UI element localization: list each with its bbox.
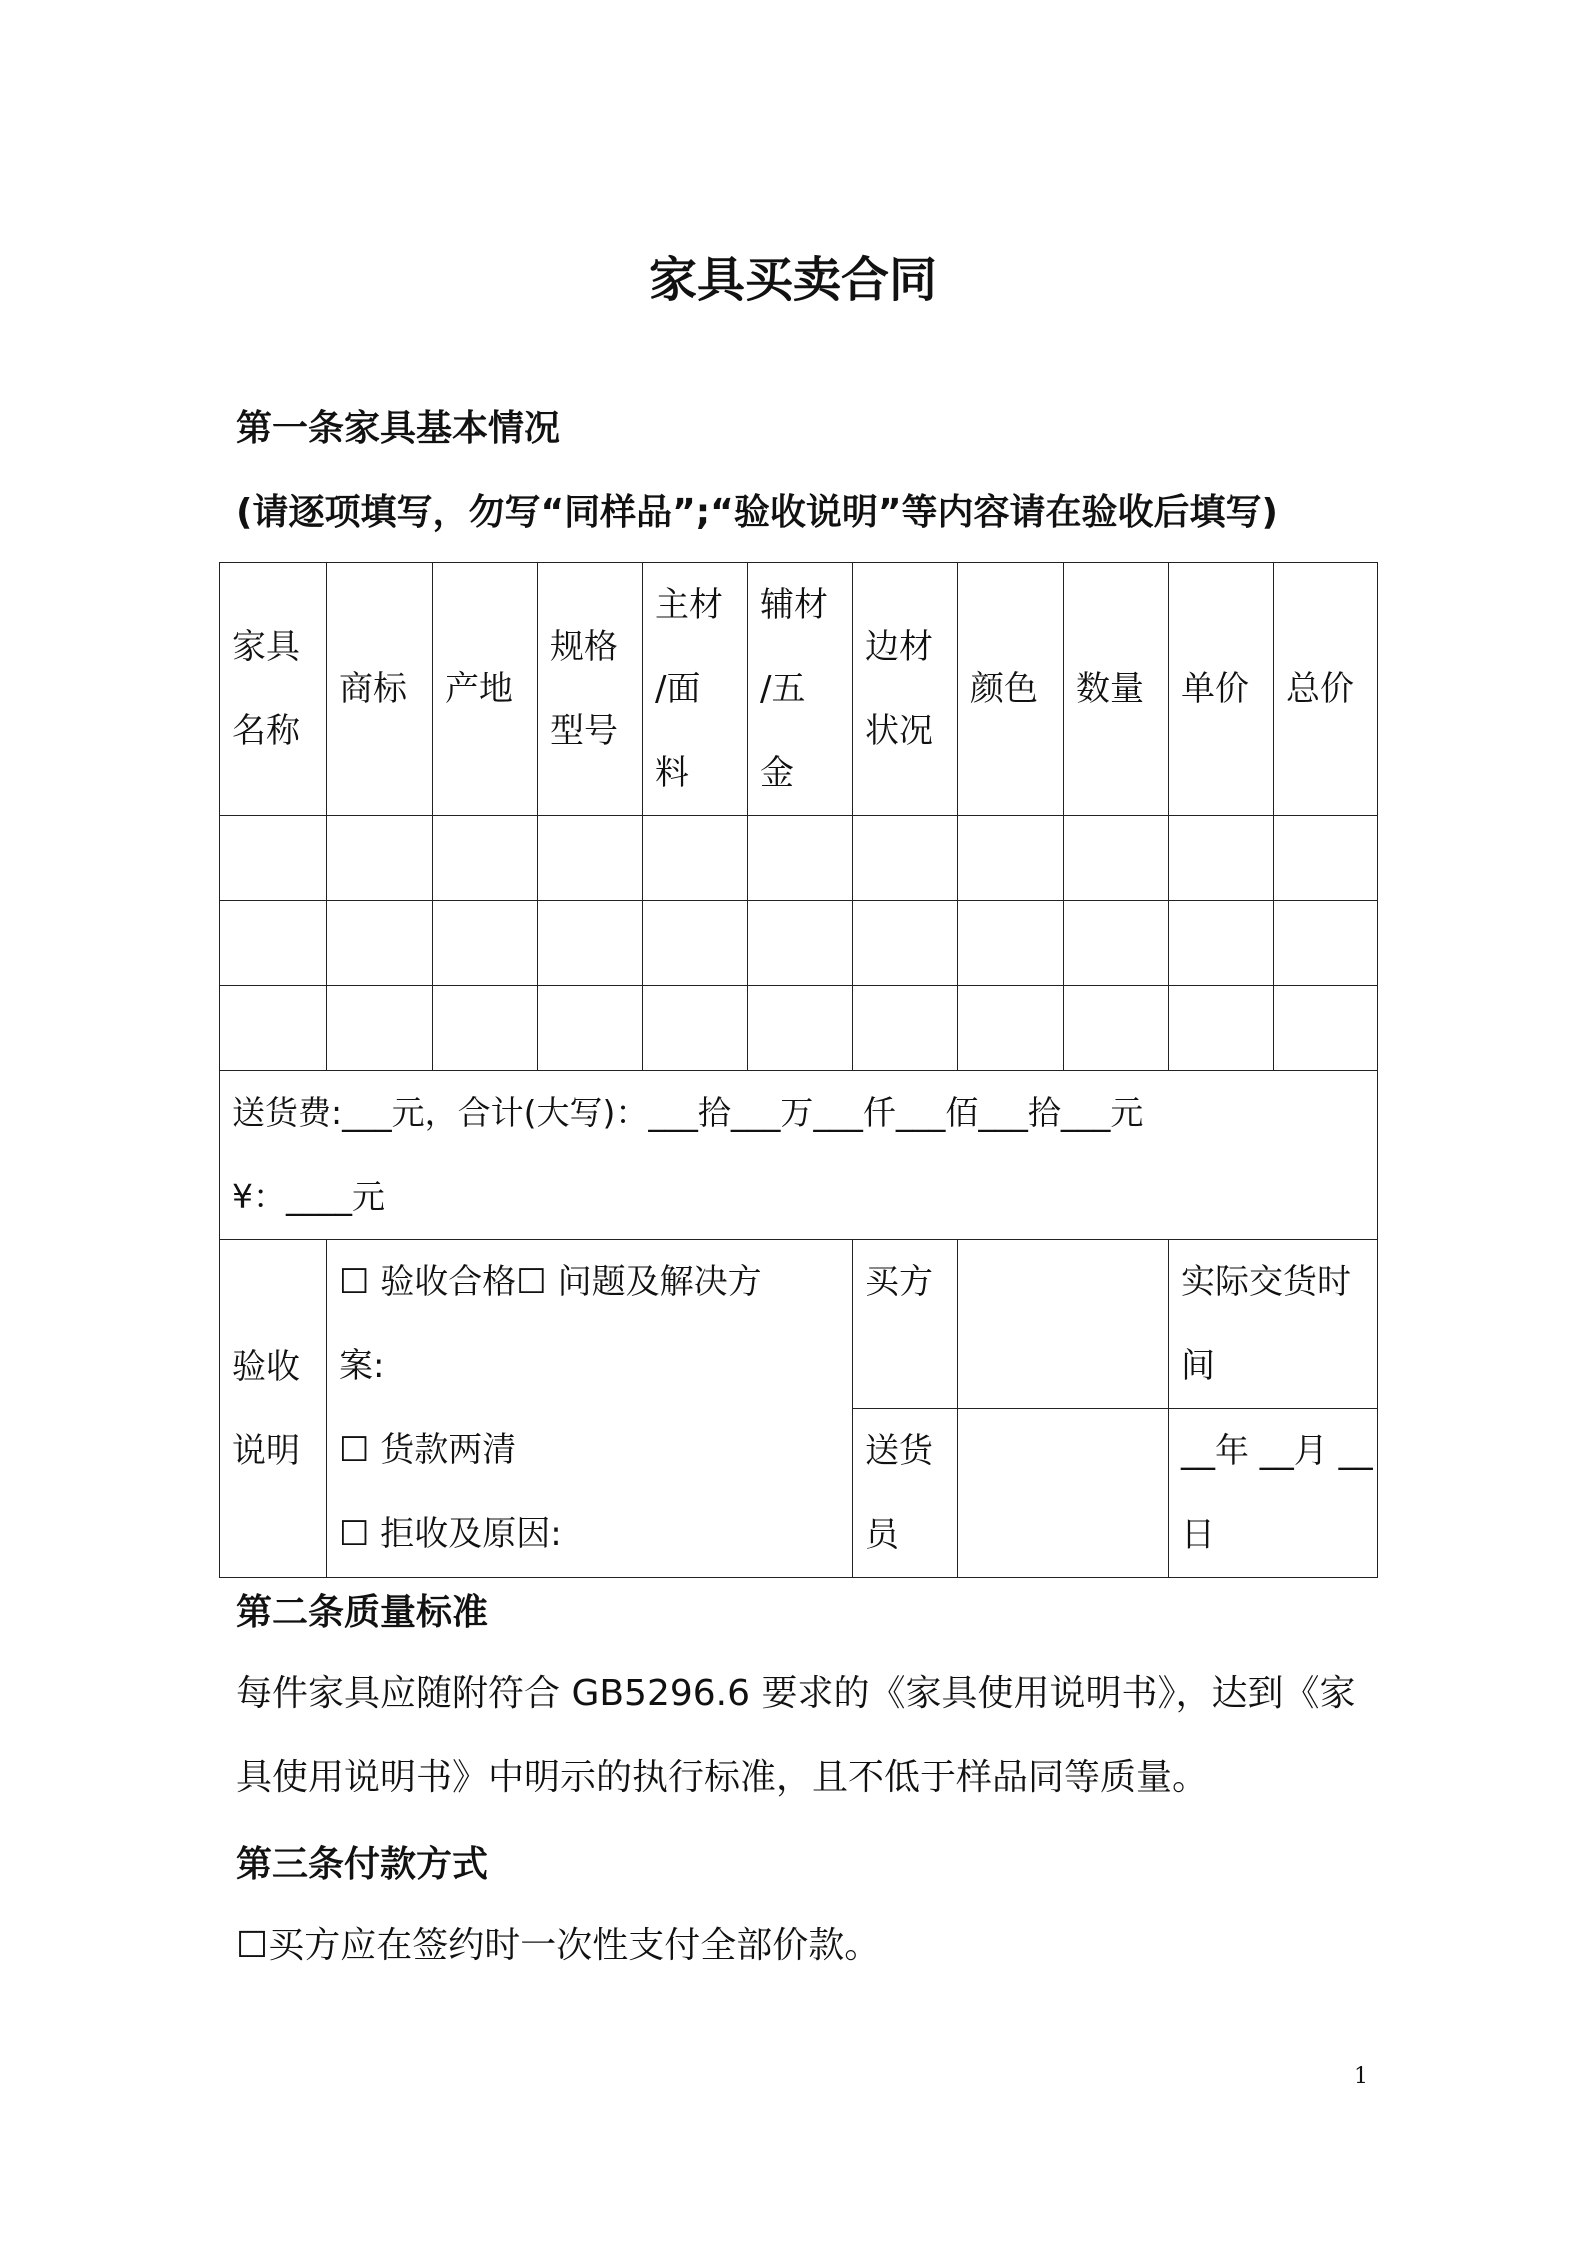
- header-edge-condition: 边材 状况: [853, 563, 958, 816]
- acceptance-option-cont: 案:: [339, 1346, 385, 1386]
- table-header-row: [220, 563, 1378, 816]
- section2-line-2: 具使用说明书》中明示的执行标准，且不低于样品同等质量。: [236, 1757, 1209, 1798]
- table-cell[interactable]: [1064, 986, 1169, 1071]
- buyer-signature-cell[interactable]: [958, 1240, 1169, 1409]
- table-row: [220, 816, 1378, 901]
- section2-heading: 第二条质量标准: [236, 1592, 489, 1633]
- amount-figures-line: ¥：____元: [232, 1177, 385, 1216]
- table-cell[interactable]: [433, 986, 538, 1071]
- header-furniture-name: 家具 名称: [220, 563, 327, 816]
- table-cell[interactable]: [958, 816, 1064, 901]
- acceptance-row-top: [220, 1240, 1378, 1409]
- table-cell[interactable]: [1274, 816, 1378, 901]
- table-cell[interactable]: [433, 901, 538, 986]
- header-quantity: 数量: [1064, 563, 1169, 816]
- table-cell[interactable]: [433, 816, 538, 901]
- deliverer-label: 送货 员: [853, 1409, 958, 1578]
- fee-cell[interactable]: [220, 1071, 1378, 1240]
- deliverer-signature-cell[interactable]: [958, 1409, 1169, 1578]
- page-number: 1: [1354, 2064, 1368, 2089]
- table-cell[interactable]: [958, 901, 1064, 986]
- section1-heading: 第一条家具基本情况: [236, 408, 561, 449]
- delivery-date-cell[interactable]: __年 __月 __ 日: [1169, 1409, 1378, 1578]
- table-cell[interactable]: [853, 816, 958, 901]
- table-cell[interactable]: [327, 986, 433, 1071]
- table-row: [220, 901, 1378, 986]
- table-cell[interactable]: [853, 901, 958, 986]
- header-color: 颜色: [958, 563, 1064, 816]
- section3-heading: 第三条付款方式: [236, 1844, 489, 1885]
- table-cell[interactable]: [1169, 986, 1274, 1071]
- fee-row: [220, 1071, 1378, 1240]
- header-origin: 产地: [433, 563, 538, 816]
- table-cell[interactable]: [327, 901, 433, 986]
- furniture-table: [219, 562, 1378, 1578]
- table-cell[interactable]: [748, 986, 853, 1071]
- table-row: [220, 986, 1378, 1071]
- delivery-time-label: 实际交货时 间: [1169, 1240, 1378, 1409]
- table-cell[interactable]: [1274, 986, 1378, 1071]
- delivery-fee-line: 送货费:___元，合计(大写)：___拾___万___仟___佰___拾___元: [232, 1093, 1144, 1132]
- table-cell[interactable]: [1064, 901, 1169, 986]
- acceptance-label: 验收 说明: [220, 1240, 327, 1578]
- section2-line-1: 每件家具应随附符合 GB5296.6 要求的《家具使用说明书》，达到《家: [236, 1673, 1356, 1714]
- table-cell[interactable]: [220, 901, 327, 986]
- section3-line[interactable]: ☐买方应在签约时一次性支付全部价款。: [236, 1925, 881, 1966]
- header-aux-material: 辅材 /五 金: [748, 563, 853, 816]
- table-cell[interactable]: [748, 816, 853, 901]
- header-unit-price: 单价: [1169, 563, 1274, 816]
- table-cell[interactable]: [327, 816, 433, 901]
- acceptance-option-pass[interactable]: ☐ 验收合格☐ 问题及解决方: [339, 1262, 762, 1302]
- header-model: 规格 型号: [538, 563, 643, 816]
- table-cell[interactable]: [1169, 901, 1274, 986]
- header-brand: 商标: [327, 563, 433, 816]
- table-cell[interactable]: [220, 816, 327, 901]
- header-total-price: 总价: [1274, 563, 1378, 816]
- buyer-label: 买方: [853, 1240, 958, 1409]
- table-cell[interactable]: [853, 986, 958, 1071]
- table-cell[interactable]: [643, 901, 748, 986]
- acceptance-option-settled[interactable]: ☐ 货款两清: [339, 1430, 517, 1470]
- table-cell[interactable]: [643, 816, 748, 901]
- section1-note: (请逐项填写，勿写“同样品”;“验收说明”等内容请在验收后填写): [236, 492, 1278, 533]
- table-cell[interactable]: [538, 816, 643, 901]
- document-title: 家具买卖合同: [648, 252, 937, 308]
- table-cell[interactable]: [538, 986, 643, 1071]
- table-cell[interactable]: [748, 901, 853, 986]
- table-cell[interactable]: [1169, 816, 1274, 901]
- table-cell[interactable]: [538, 901, 643, 986]
- table-cell[interactable]: [643, 986, 748, 1071]
- table-cell[interactable]: [1064, 816, 1169, 901]
- table-cell[interactable]: [958, 986, 1064, 1071]
- acceptance-option-reject[interactable]: ☐ 拒收及原因:: [339, 1514, 562, 1554]
- table-cell[interactable]: [1274, 901, 1378, 986]
- acceptance-options[interactable]: [327, 1240, 853, 1578]
- header-main-material: 主材 /面 料: [643, 563, 748, 816]
- table-cell[interactable]: [220, 986, 327, 1071]
